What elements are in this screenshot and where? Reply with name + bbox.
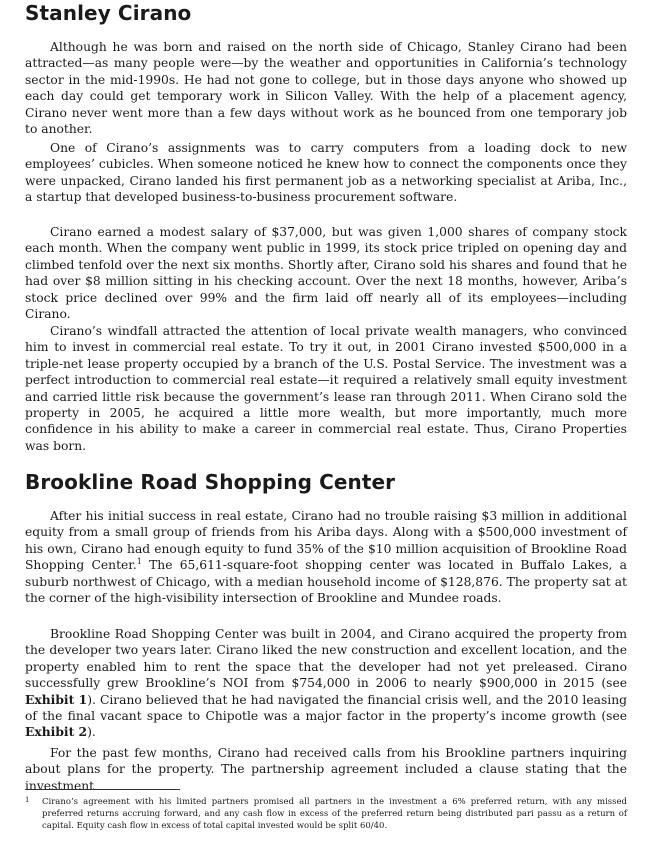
footnote-text: Cirano’s agreement with his limited partners promised all partners in the investment a 6% preferred return, with any missed preferred returns accruing forward, and any cash flow in excess of the preferred return being distributed pari passu as a return of capital. Equity cash flow in excess of total capital invested would be split 60/40.: [42, 797, 627, 831]
paragraph-7: For the past few months, Cirano had received calls from his Brookline partners inquiring about plans for the property. The partnership agreement included a clause stating that the investment: [25, 746, 627, 793]
paragraph-5: [25, 508, 627, 606]
paragraph-3: Cirano earned a modest salary of $37,000, but was given 1,000 shares of company stock each month. When the company went public in 1999, its stock price tripled on opening day and climbed tenfold over the next six months. Shortly after, Cirano sold his shares and found that he had over $8 million sitting in his checking account. Over the next 18 months, however, Ariba’s stock price declined over 99% and the firm laid off nearly all of its employees—including Cirano.: [25, 225, 627, 322]
paragraph-5-text-b: The 65,611-square-foot shopping center was located in Buffalo Lakes, a suburb northwest of Chicago, with a median household income of $128,876. The property sat at the corner of the high-visibility intersection of Brookline and Mundee roads.: [25, 558, 628, 606]
section-heading-stanley-cirano: Stanley Cirano: [25, 1, 192, 25]
paragraph-6-text-a: Brookline Road Shopping Center was built in 2004, and Cirano acquired the property from the developer two years later. Cirano liked the new construction and excellent location, and the property enabled him to rent the space that the developer had not yet preleased. Cirano successfully grew Brookline’s NOI from $754,000 in 2006 to nearly $900,000 in 2015 (see: [25, 627, 627, 691]
exhibit-2-reference: Exhibit 2: [25, 724, 88, 740]
section-heading-brookline-road: Brookline Road Shopping Center: [25, 470, 396, 494]
paragraph-6-text-b: ). Cirano believed that he had navigated the financial crisis well, and the 2010 leasing of the final vacant space to Chipotle was a major factor in the property’s income growth (see: [25, 692, 627, 724]
footnote-number: 1: [25, 796, 30, 804]
paragraph-6-text-c: ).: [87, 725, 96, 740]
paragraph-1: Although he was born and raised on the north side of Chicago, Stanley Cirano had been attracted—as many people were—by the weather and opportunities in California’s technology sector in the mid-1990s. He had not gone to college, but in those days anyone who showed up each day could get temporary work in Silicon Valley. With the help of a placement agency, Cirano never went more than a few days without work as he bounced from one temporary job to another.: [25, 40, 627, 137]
exhibit-1-reference: Exhibit 1: [25, 691, 88, 707]
paragraph-6: [25, 626, 627, 741]
paragraph-5-text-a: After his initial success in real estate, Cirano had no trouble raising $3 million in additional equity from a small group of friends from his Ariba days. Along with a $500,000 investment of his own, Cirano had enough equity to fund 35% of the $10 million acquisition of Brookline Road Shopping Center.: [25, 509, 627, 573]
footnote-reference[interactable]: 1: [136, 557, 142, 567]
footnote-divider: [25, 789, 180, 790]
paragraph-4: Cirano’s windfall attracted the attention of local private wealth managers, who convinced him to invest in commercial real estate. To try it out, in 2001 Cirano invested $500,000 in a triple-net lease property occupied by a branch of the U.S. Postal Service. The investment was a perfect introduction to commercial real estate—it required a relatively small equity investment and carried little risk because the government’s lease ran through 2011. When Cirano sold the property in 2005, he acquired a little more wealth, but more importantly, much more confidence in his ability to make a career in commercial real estate. Thus, Cirano Properties was born.: [25, 324, 627, 453]
footnote: [25, 796, 627, 832]
paragraph-2: One of Cirano’s assignments was to carry computers from a loading dock to new employees’ cubicles. When someone noticed he knew how to connect the components once they were unpacked, Cirano landed his first permanent job as a networking specialist at Ariba, Inc., a startup that developed business-to-business procurement software.: [25, 141, 627, 205]
